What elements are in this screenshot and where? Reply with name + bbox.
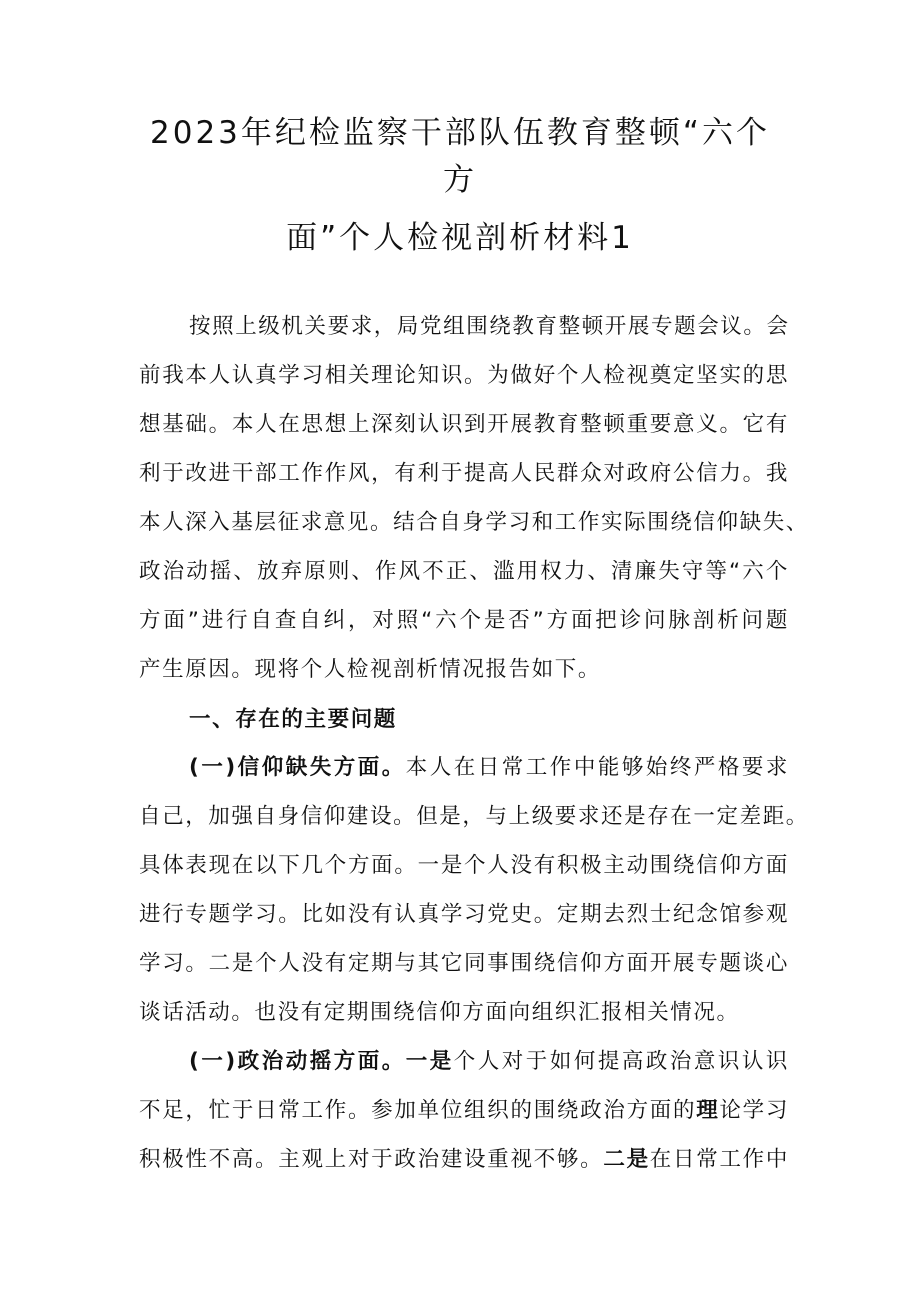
intro-line: 政治动摇、放弃原则、作风不正、滥用权力、清廉失守等“六个 (139, 559, 789, 584)
item2-lead-bold: 一是 (405, 1049, 454, 1074)
item2-heading: (一)政治动摇方面。 (189, 1049, 406, 1074)
item2-line2-a: 不足，忙于日常工作。参加单位组织的围绕政治方面的 (139, 1098, 697, 1123)
intro-line: 利于改进干部工作作风，有利于提高人民群众对政府公信力。我 (139, 461, 789, 486)
item2-line2-bold: 理 (696, 1098, 720, 1123)
intro-line: 按照上级机关要求，局党组围绕教育整顿开展专题会议。会 (189, 314, 790, 339)
intro-line: 产生原因。现将个人检视剖析情况报告如下。 (139, 657, 602, 682)
section-heading: 一、存在的主要问题 (189, 707, 397, 732)
item2-line3-a: 积极性不高。主观上对于政治建设重视不够。 (139, 1147, 604, 1172)
item2-first-text: 个人对于如何提高政治意识认识 (453, 1049, 790, 1074)
intro-line: 本人深入基层征求意见。结合自身学习和工作实际围绕信仰缺失、 (139, 510, 809, 535)
intro-line: 想基础。本人在思想上深刻认识到开展教育整顿重要意义。它有 (139, 412, 789, 437)
document-title-line-2: 方 (443, 162, 477, 198)
item1-first-line (189, 753, 789, 783)
intro-line: 方面”进行自查自纠，对照“六个是否”方面把诊问脉剖析问题 (139, 608, 789, 633)
intro-line: 前我本人认真学习相关理论知识。为做好个人检视奠定坚实的思 (139, 363, 789, 388)
document-title-line-1: 2023年纪检监察干部队伍教育整顿“六个 (150, 115, 770, 151)
item2-line3-bold: 二是 (603, 1147, 650, 1172)
item2-line3-b: 在日常工作中 (649, 1147, 789, 1172)
item1-line: 自己，加强自身信仰建设。但是，与上级要求还是存在一定差距。 (139, 804, 809, 829)
item1-first-text: 本人在日常工作中能够始终严格要求 (405, 755, 789, 780)
item2-line (139, 1096, 789, 1126)
item1-line: 学习。二是个人没有定期与其它同事围绕信仰方面开展专题谈心 (139, 951, 789, 976)
item2-line (139, 1145, 789, 1175)
item2-line2-b: 论学习 (719, 1098, 789, 1123)
item1-line: 进行专题学习。比如没有认真学习党史。定期去烈士纪念馆参观 (139, 902, 789, 927)
document-title-line-3: 面”个人检视剖析材料1 (286, 220, 634, 256)
item2-first-line (189, 1047, 789, 1077)
item1-line: 谈话活动。也没有定期围绕信仰方面向组织汇报相关情况。 (139, 1000, 740, 1025)
item1-line: 具体表现在以下几个方面。一是个人没有积极主动围绕信仰方面 (139, 853, 789, 878)
item1-heading: (一)信仰缺失方面。 (189, 755, 406, 780)
